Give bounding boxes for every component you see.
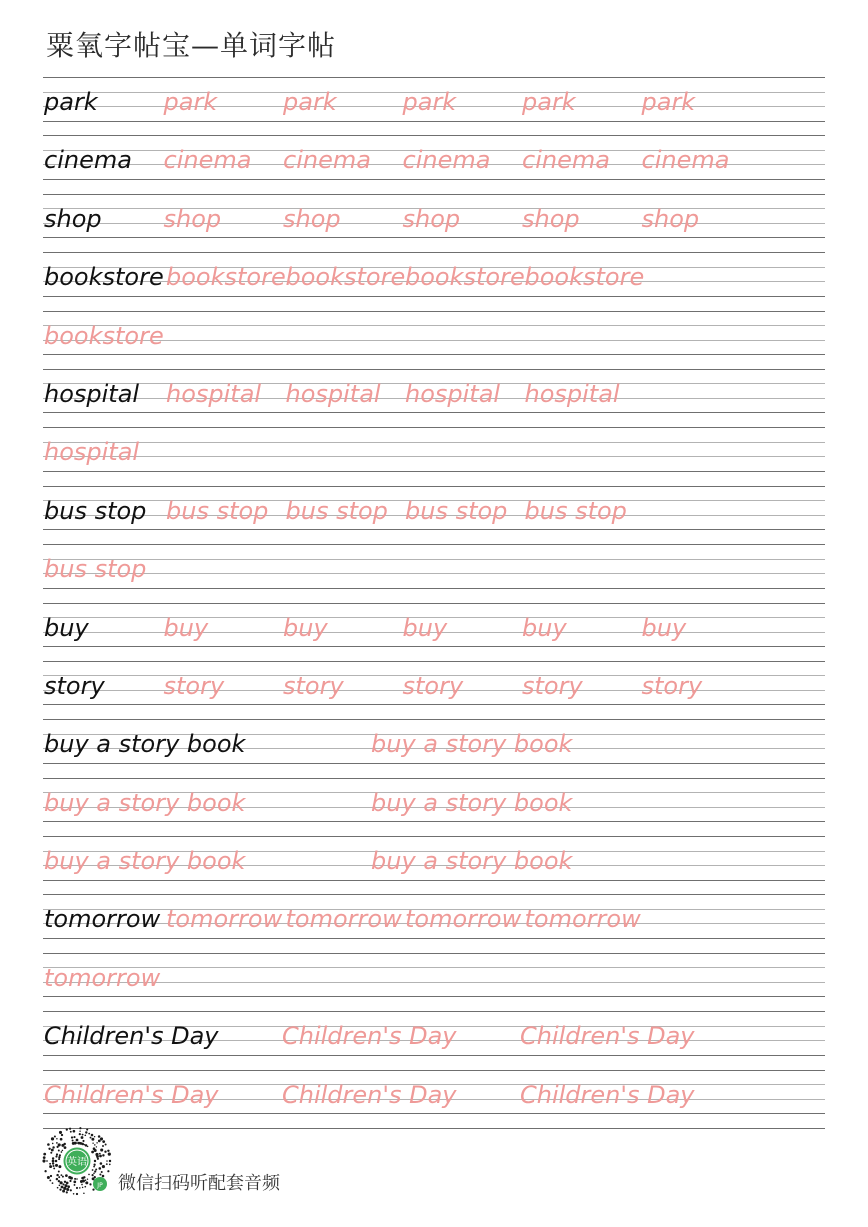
- qr-dot: [54, 1135, 56, 1137]
- word-trace: shop: [163, 204, 222, 233]
- qr-dot: [96, 1155, 99, 1158]
- qr-dot: [94, 1136, 95, 1137]
- qr-dot: [59, 1154, 61, 1156]
- practice-sheet: [43, 77, 825, 1129]
- qr-dot: [62, 1176, 64, 1178]
- qr-dot: [65, 1174, 68, 1177]
- qr-dot: [50, 1152, 52, 1154]
- word-model: park: [44, 88, 98, 116]
- qr-dot: [99, 1173, 101, 1175]
- qr-dot: [43, 1153, 46, 1156]
- qr-dot: [52, 1146, 54, 1148]
- word-trace: tomorrow: [44, 963, 161, 992]
- practice-row: [43, 311, 825, 369]
- ruling-line: [43, 661, 825, 662]
- qr-dot: [53, 1167, 55, 1169]
- qr-badge-label: 英语: [67, 1157, 87, 1168]
- qr-dot: [85, 1181, 88, 1184]
- qr-dot: [98, 1140, 101, 1143]
- word-trace: hospital: [166, 379, 262, 408]
- practice-row: [43, 369, 825, 427]
- practice-row: [43, 1070, 825, 1128]
- practice-row: [43, 427, 825, 485]
- qr-dot: [62, 1190, 65, 1193]
- qr-dot: [109, 1160, 111, 1162]
- qr-dot: [80, 1180, 83, 1183]
- qr-dot: [64, 1146, 67, 1149]
- word-trace: shop: [641, 204, 700, 233]
- ruling-line: [43, 603, 825, 604]
- qr-dot: [59, 1131, 62, 1134]
- word-trace: cinema: [402, 146, 491, 175]
- qr-dot: [47, 1143, 50, 1146]
- qr-code[interactable]: [42, 1126, 112, 1196]
- qr-dot: [66, 1191, 68, 1193]
- ruling-line: [43, 1011, 825, 1012]
- word-trace: Children's Day: [44, 1080, 219, 1109]
- qr-dot: [74, 1184, 76, 1186]
- word-model: hospital: [44, 379, 140, 408]
- word-trace: shop: [283, 204, 341, 233]
- qr-dot: [85, 1131, 87, 1133]
- word-trace: bus stop: [524, 496, 627, 525]
- word-model: story: [44, 671, 105, 700]
- qr-dot: [99, 1155, 102, 1158]
- qr-dot: [60, 1181, 63, 1184]
- qr-dot: [58, 1180, 60, 1182]
- word-trace: shop: [522, 204, 580, 233]
- word-trace: hospital: [44, 438, 140, 467]
- qr-dot: [83, 1193, 85, 1195]
- qr-dot: [59, 1184, 61, 1186]
- qr-dot: [94, 1170, 96, 1172]
- ruling-line: [43, 559, 825, 560]
- word-trace: buy a story book: [44, 847, 246, 876]
- ruling-line: [43, 982, 825, 983]
- qr-dot: [100, 1148, 103, 1151]
- qr-dot: [101, 1171, 103, 1173]
- qr-dot: [88, 1174, 90, 1176]
- practice-row: [43, 953, 825, 1011]
- qr-dot: [56, 1142, 58, 1144]
- ruling-line: [43, 311, 825, 312]
- qr-dot: [93, 1173, 95, 1175]
- qr-dot: [102, 1140, 105, 1143]
- qr-dot: [64, 1184, 67, 1187]
- qr-dot: [96, 1146, 97, 1147]
- ruling-line: [43, 894, 825, 895]
- qr-dot: [98, 1135, 101, 1138]
- word-trace: bus stop: [285, 496, 388, 525]
- qr-dot: [52, 1182, 54, 1184]
- qr-dot: [92, 1177, 95, 1180]
- qr-dot: [76, 1178, 78, 1180]
- practice-row: [43, 135, 825, 193]
- qr-dot: [106, 1160, 108, 1162]
- ruling-line: [43, 778, 825, 779]
- word-model: buy a story book: [44, 730, 246, 759]
- word-model: bookstore: [44, 263, 164, 292]
- word-trace: cinema: [641, 146, 730, 175]
- word-trace: bus stop: [405, 496, 508, 525]
- practice-row: [43, 77, 825, 135]
- word-trace: story: [402, 671, 464, 700]
- qr-dot: [104, 1151, 106, 1153]
- qr-dot: [106, 1163, 108, 1165]
- qr-dot: [76, 1142, 78, 1144]
- word-trace: tomorrow: [405, 905, 522, 934]
- qr-dot: [76, 1193, 78, 1195]
- practice-row: [43, 894, 825, 952]
- word-trace: park: [641, 88, 696, 116]
- page-title: 粟氧字帖宝—单词字帖: [46, 29, 337, 62]
- ruling-line: [43, 544, 825, 545]
- word-trace: buy a story book: [371, 788, 573, 817]
- qr-dot: [52, 1160, 55, 1163]
- qr-dot: [66, 1182, 69, 1185]
- qr-dot: [81, 1184, 83, 1186]
- ruling-line: [43, 369, 825, 370]
- qr-dot: [109, 1164, 111, 1166]
- qr-dot: [61, 1151, 63, 1153]
- qr-dot: [91, 1151, 94, 1154]
- qr-dot: [100, 1137, 103, 1140]
- qr-dot: [71, 1136, 73, 1138]
- word-trace: Children's Day: [282, 1022, 457, 1051]
- qr-dot: [82, 1187, 84, 1189]
- practice-row: [43, 836, 825, 894]
- qr-dot: [58, 1171, 60, 1173]
- qr-dot: [58, 1165, 61, 1168]
- word-trace: park: [283, 88, 337, 116]
- qr-dot: [70, 1189, 72, 1191]
- footer-caption: 微信扫码听配套音频: [118, 1173, 280, 1194]
- qr-dot: [69, 1128, 71, 1130]
- qr-dot: [92, 1188, 94, 1190]
- qr-dot: [88, 1133, 90, 1135]
- word-trace: buy: [402, 613, 448, 642]
- qr-dot: [66, 1188, 69, 1191]
- qr-dot: [92, 1174, 94, 1176]
- word-trace: buy: [641, 613, 687, 642]
- qr-dot: [91, 1134, 94, 1137]
- qr-dot: [49, 1163, 51, 1165]
- word-trace: hospital: [285, 379, 381, 408]
- qr-dot: [59, 1189, 61, 1191]
- word-trace: shop: [402, 204, 461, 233]
- qr-dot: [74, 1142, 77, 1145]
- qr-dot: [81, 1177, 84, 1180]
- qr-dot: [96, 1142, 97, 1143]
- word-trace: bus stop: [44, 555, 147, 584]
- qr-dot: [50, 1175, 52, 1177]
- qr-dot: [92, 1142, 93, 1143]
- ruling-line: [43, 194, 825, 195]
- ruling-line: [43, 719, 825, 720]
- ruling-line: [43, 77, 825, 78]
- qr-dot: [52, 1143, 54, 1145]
- word-trace: story: [522, 671, 583, 700]
- qr-dot: [81, 1143, 84, 1146]
- word-trace: buy: [163, 613, 209, 642]
- ruling-line: [43, 252, 825, 253]
- word-trace: cinema: [283, 146, 371, 175]
- qr-dot: [81, 1136, 84, 1139]
- qr-dot: [70, 1131, 72, 1133]
- practice-row: [43, 544, 825, 602]
- qr-dot: [58, 1176, 60, 1178]
- qr-dot: [79, 1127, 81, 1129]
- qr-small-badge-label: JP: [97, 1182, 103, 1189]
- word-trace: park: [522, 88, 576, 116]
- qr-dot: [56, 1178, 58, 1180]
- word-trace: cinema: [522, 146, 610, 175]
- footer: [42, 1126, 362, 1198]
- qr-dot: [76, 1139, 79, 1142]
- qr-dot: [56, 1153, 58, 1155]
- word-model: bus stop: [44, 496, 147, 525]
- ruling-line: [43, 588, 825, 589]
- word-trace: tomorrow: [285, 905, 402, 934]
- qr-dot: [46, 1160, 48, 1162]
- qr-dot: [82, 1134, 84, 1136]
- qr-dot: [86, 1129, 88, 1131]
- word-trace: story: [641, 671, 703, 700]
- word-trace: bookstore: [405, 263, 525, 292]
- qr-dot: [82, 1140, 84, 1142]
- word-model: Children's Day: [44, 1022, 219, 1051]
- qr-dot: [102, 1175, 105, 1178]
- qr-dot: [62, 1150, 64, 1152]
- qr-dot: [64, 1181, 66, 1183]
- qr-dot: [52, 1165, 54, 1167]
- word-trace: buy a story book: [44, 788, 246, 817]
- word-trace: story: [163, 671, 225, 700]
- practice-row: [43, 661, 825, 719]
- practice-row: [43, 778, 825, 836]
- qr-dot: [67, 1185, 70, 1188]
- qr-dot: [63, 1187, 66, 1190]
- qr-dot: [99, 1167, 102, 1170]
- word-trace: tomorrow: [524, 905, 641, 934]
- qr-dot: [62, 1183, 64, 1185]
- qr-dot: [51, 1137, 54, 1140]
- qr-dot: [102, 1154, 104, 1156]
- qr-dot: [52, 1157, 54, 1159]
- qr-dot: [55, 1160, 58, 1163]
- ruling-line: [43, 486, 825, 487]
- qr-dot: [52, 1162, 54, 1164]
- qr-dot: [91, 1138, 94, 1141]
- ruling-line: [43, 1070, 825, 1071]
- qr-dot: [93, 1166, 95, 1168]
- qr-dot: [87, 1146, 89, 1148]
- qr-dot: [69, 1180, 71, 1182]
- qr-dot: [61, 1186, 64, 1189]
- qr-dot: [72, 1139, 74, 1141]
- ruling-line: [43, 427, 825, 428]
- qr-dot: [49, 1179, 51, 1181]
- practice-row: [43, 719, 825, 777]
- word-trace: bus stop: [166, 496, 269, 525]
- word-trace: buy: [522, 613, 567, 642]
- qr-dot: [55, 1156, 57, 1158]
- qr-dot: [94, 1149, 97, 1152]
- qr-dot: [95, 1169, 97, 1171]
- qr-dot: [42, 1159, 45, 1162]
- qr-dot: [99, 1153, 101, 1155]
- practice-row: [43, 252, 825, 310]
- ruling-line: [43, 996, 825, 997]
- word-trace: Children's Day: [520, 1022, 695, 1051]
- word-trace: tomorrow: [166, 905, 283, 934]
- qr-dot: [58, 1150, 60, 1152]
- qr-dot: [66, 1128, 68, 1130]
- ruling-line: [43, 573, 825, 574]
- practice-row: [43, 1011, 825, 1069]
- word-trace: cinema: [163, 146, 252, 175]
- qr-dot: [79, 1187, 81, 1189]
- ruling-line: [43, 836, 825, 837]
- qr-dot: [84, 1186, 86, 1188]
- qr-dot: [79, 1133, 81, 1135]
- ruling-line: [43, 135, 825, 136]
- qr-dot: [56, 1138, 58, 1140]
- word-trace: Children's Day: [520, 1080, 695, 1109]
- word-model: shop: [44, 204, 102, 233]
- qr-dot: [43, 1156, 46, 1159]
- qr-dot: [87, 1178, 88, 1179]
- qr-dot: [94, 1144, 96, 1146]
- qr-dot: [74, 1178, 76, 1180]
- ruling-line: [43, 953, 825, 954]
- word-trace: story: [283, 671, 344, 700]
- qr-dot: [73, 1136, 75, 1138]
- qr-dot: [73, 1193, 75, 1195]
- qr-dot: [68, 1176, 71, 1179]
- practice-row: [43, 194, 825, 252]
- word-trace: Children's Day: [282, 1080, 457, 1109]
- word-trace: bookstore: [524, 263, 645, 292]
- qr-dot: [61, 1134, 63, 1136]
- ruling-line: [43, 471, 825, 472]
- word-trace: buy: [283, 613, 328, 642]
- qr-dot: [102, 1145, 104, 1147]
- qr-dot: [56, 1174, 58, 1176]
- qr-dot: [102, 1165, 105, 1168]
- ruling-line: [43, 442, 825, 443]
- qr-dot: [48, 1148, 50, 1150]
- ruling-line: [43, 967, 825, 968]
- word-trace: buy a story book: [371, 847, 573, 876]
- qr-dot: [60, 1174, 62, 1176]
- word-trace: park: [163, 88, 218, 116]
- qr-dot: [100, 1162, 103, 1165]
- practice-row: [43, 603, 825, 661]
- qr-dot: [105, 1143, 107, 1145]
- word-trace: bookstore: [285, 263, 406, 292]
- ruling-line: [43, 456, 825, 457]
- qr-dot: [58, 1143, 61, 1146]
- qr-dot: [89, 1183, 91, 1185]
- qr-dot: [90, 1137, 92, 1139]
- word-trace: park: [402, 88, 457, 116]
- qr-dot: [51, 1149, 54, 1152]
- qr-dot: [73, 1181, 76, 1184]
- qr-dot: [73, 1130, 76, 1133]
- word-trace: bookstore: [166, 263, 286, 292]
- qr-dot: [60, 1138, 63, 1141]
- word-model: cinema: [44, 146, 132, 175]
- qr-dot: [108, 1153, 111, 1156]
- qr-dot: [76, 1187, 78, 1189]
- word-trace: hospital: [524, 379, 620, 408]
- qr-dot: [44, 1170, 46, 1172]
- qr-dot: [79, 1130, 80, 1131]
- qr-dot: [107, 1170, 109, 1172]
- qr-dot: [47, 1176, 50, 1179]
- qr-dot: [94, 1160, 96, 1162]
- qr-dot: [84, 1134, 86, 1136]
- word-model: buy: [44, 613, 89, 642]
- word-trace: buy a story book: [371, 730, 573, 759]
- qr-dot: [57, 1187, 59, 1189]
- word-trace: bookstore: [44, 321, 164, 350]
- qr-dot: [58, 1156, 60, 1158]
- qr-dot: [97, 1158, 99, 1160]
- qr-dot: [55, 1164, 58, 1167]
- qr-dot: [92, 1169, 94, 1171]
- practice-row: [43, 486, 825, 544]
- qr-dot: [107, 1150, 109, 1152]
- word-trace: hospital: [405, 379, 501, 408]
- qr-dot: [63, 1143, 65, 1145]
- word-model: tomorrow: [44, 905, 161, 934]
- qr-dot: [49, 1165, 52, 1168]
- qr-dot: [93, 1164, 95, 1166]
